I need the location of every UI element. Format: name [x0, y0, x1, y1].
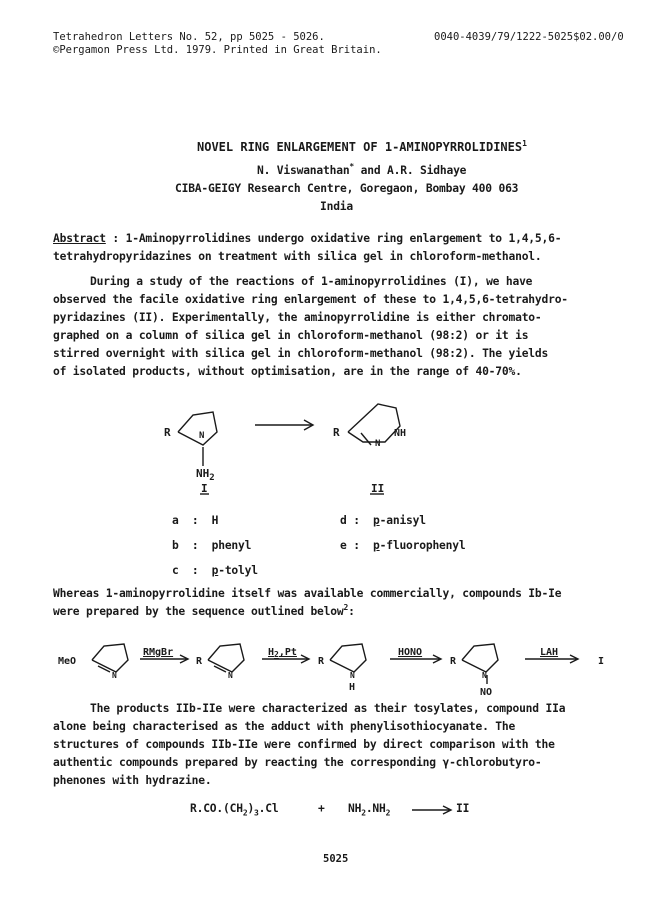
scheme1-n-left: N [199, 431, 205, 441]
equation-reactant-2: $NH_2.NH_2$ [348, 802, 391, 818]
reagent-hono: HONO [398, 647, 423, 658]
r-label-3: R [318, 656, 325, 667]
title-footnote: 1 [522, 139, 527, 148]
title-text: NOVEL RING ENLARGEMENT OF 1-AMINOPYRROLIDINES [197, 140, 523, 154]
scheme1-label-I: I [201, 482, 208, 495]
article-code: 0040-4039/79/1222-5025$02.00/0 [434, 31, 624, 43]
n-label-4: N [482, 671, 487, 680]
para1-line: graphed on a column of silica gel in chloroform-methanol (98:2) or it is [53, 329, 529, 342]
n-label-1: N [112, 671, 117, 680]
affiliation: CIBA-GEIGY Research Centre, Goregaon, Bombay 400 063 [175, 182, 519, 195]
para3-line: The products IIb-IIe were characterized as their tosylates, compound IIa [90, 702, 566, 715]
r-label-2: R [196, 656, 203, 667]
equation-product: II [456, 802, 470, 815]
reagent-rmgbr: RMgBr [143, 647, 174, 658]
para3-line: structures of compounds IIb-IIe were confirmed by direct comparison with the [53, 738, 555, 751]
reagent-h2pt: $H_2,Pt$ [268, 647, 297, 659]
page-number: 5025 [323, 853, 349, 865]
para3-line: phenones with hydrazine. [53, 774, 212, 787]
copyright-line: ©Pergamon Press Ltd. 1979. Printed in Great Britain. [53, 44, 382, 56]
affiliation-country: India [320, 200, 354, 213]
meo-label: MeO [58, 656, 77, 667]
substituent-e: e : p-fluorophenyl [340, 539, 466, 552]
para2-line-1: Whereas 1-aminopyrrolidine itself was available commercially, compounds Ib-Ie [53, 587, 562, 600]
scheme1-n-right: N [375, 439, 381, 449]
para1-line: observed the facile oxidative ring enlargement of these to 1,4,5,6-tetrahydro- [53, 293, 568, 306]
abstract-text-1: : 1-Aminopyrrolidines undergo oxidative ring enlargement to 1,4,5,6- [105, 232, 562, 245]
abstract-line-2: tetrahydropyridazines on treatment with silica gel in chloroform-methanol. [53, 250, 542, 263]
para3-line: alone being characterised as the adduct with phenylisothiocyanate. The [53, 720, 516, 733]
equation-reactant-1: $R.CO.(CH_2)_3.Cl$ [190, 802, 279, 818]
author-1: N. Viswanathan [257, 164, 350, 177]
substituent-d: d : p-anisyl [340, 514, 426, 527]
para1-line: stirred overnight with silica gel in chloroform-methanol (98:2). The yields [53, 347, 549, 360]
corresponding-mark: * [349, 162, 355, 172]
no-label: NO [480, 687, 493, 698]
h-label-3: H [349, 682, 356, 693]
substituent-a: a : H [172, 514, 219, 527]
scheme1-label-II: II [371, 482, 385, 495]
para2-line-2: were prepared by the sequence outlined below$^2$: [53, 603, 355, 618]
equation-plus: + [318, 802, 325, 815]
n-label-2: N [228, 671, 233, 680]
substituent-c: c : p-tolyl [172, 564, 258, 577]
r-label-4: R [450, 656, 457, 667]
reagent-lah: LAH [540, 647, 559, 658]
substituent-b: b : phenyl [172, 539, 252, 552]
scheme1-nh-right: NH [394, 428, 407, 439]
para1-line: During a study of the reactions of 1-aminopyrrolidines (I), we have [90, 275, 533, 288]
journal-citation: Tetrahedron Letters No. 52, pp 5025 - 5026. [53, 31, 325, 43]
scheme1-r-left: R [164, 426, 171, 439]
para1-line: of isolated products, without optimisation, are in the range of 40-70%. [53, 365, 522, 378]
product-I-label: I [598, 656, 605, 667]
abstract-label: Abstract [53, 232, 106, 245]
author-2: and A.R. Sidhaye [354, 164, 467, 177]
n-label-3: N [350, 671, 355, 680]
para3-line: authentic compounds prepared by reacting the corresponding γ-chlorobutyro- [53, 756, 542, 769]
scheme1-r-right: R [333, 426, 340, 439]
para1-line: pyridazines (II). Experimentally, the aminopyrrolidine is either chromato- [53, 311, 542, 324]
scheme1-nh2: $NH_2$ [196, 467, 215, 483]
